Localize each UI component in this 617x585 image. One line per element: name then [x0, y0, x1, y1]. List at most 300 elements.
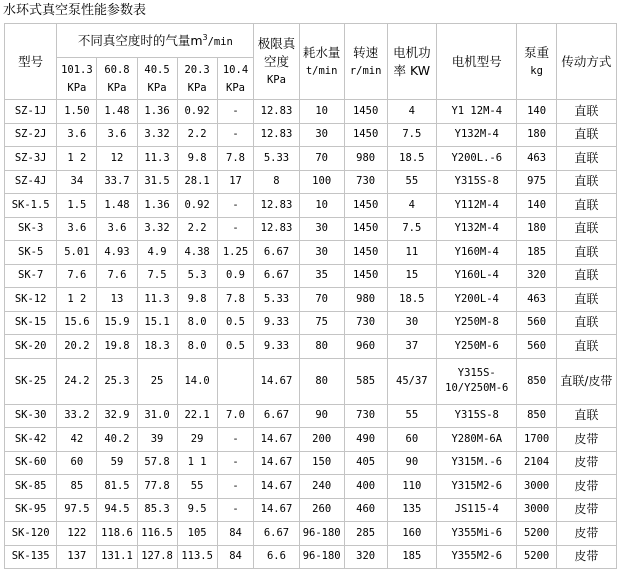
- cell-motor: Y250M-8: [437, 311, 517, 335]
- cell-power: 55: [387, 404, 437, 428]
- cell-flow-40: 11.3: [137, 147, 177, 171]
- cell-motor: Y112M-4: [437, 194, 517, 218]
- cell-model: SZ-1J: [5, 100, 57, 124]
- cell-model: SK-135: [5, 545, 57, 569]
- cell-flow-60: 19.8: [97, 335, 137, 359]
- table-row: [5, 498, 617, 522]
- cell-water: 10: [299, 100, 344, 124]
- cell-speed: 285: [344, 522, 387, 546]
- cell-limit-vacuum: 6.67: [254, 264, 299, 288]
- cell-flow-60: 94.5: [97, 498, 137, 522]
- cell-flow-20: 22.1: [177, 404, 217, 428]
- cell-flow-40: 18.3: [137, 335, 177, 359]
- cell-speed: 730: [344, 170, 387, 194]
- cell-flow-101: 34: [57, 170, 97, 194]
- header-power-line1: 电机功: [393, 44, 431, 60]
- cell-flow-10: -: [217, 100, 254, 124]
- cell-weight: 463: [517, 147, 556, 171]
- cell-flow-60: 1.48: [97, 100, 137, 124]
- table-row: [5, 217, 617, 241]
- cell-weight: 463: [517, 288, 556, 312]
- cell-flow-20: 5.3: [177, 264, 217, 288]
- pressure-value: 10.4: [222, 63, 249, 76]
- cell-weight: 975: [517, 170, 556, 194]
- cell-flow-10: 84: [217, 545, 254, 569]
- cell-limit-vacuum: 14.67: [254, 358, 299, 404]
- cell-motor: Y132M-4: [437, 217, 517, 241]
- cell-motor: Y355Mi-6: [437, 522, 517, 546]
- table-row: [5, 522, 617, 546]
- cell-flow-20: 2.2: [177, 123, 217, 147]
- cell-speed: 460: [344, 498, 387, 522]
- cell-weight: 1700: [517, 428, 556, 452]
- cell-drive: 直联: [556, 123, 616, 147]
- cell-flow-101: 60: [57, 451, 97, 475]
- cell-flow-40: 15.1: [137, 311, 177, 335]
- cell-drive: 皮带: [556, 475, 616, 499]
- cell-drive: 直联: [556, 288, 616, 312]
- cell-water: 100: [299, 170, 344, 194]
- cell-water: 30: [299, 241, 344, 265]
- table-row: [5, 428, 617, 452]
- cell-flow-20: 9.5: [177, 498, 217, 522]
- cell-power: 4: [387, 100, 437, 124]
- cell-model: SK-60: [5, 451, 57, 475]
- cell-flow-60: 81.5: [97, 475, 137, 499]
- table-row: [5, 358, 617, 404]
- pressure-unit: KPa: [147, 81, 167, 94]
- cell-flow-20: 1 1: [177, 451, 217, 475]
- cell-flow-101: 122: [57, 522, 97, 546]
- cell-drive: 直联: [556, 147, 616, 171]
- cell-power: 45/37: [387, 358, 437, 404]
- cell-drive: 直联: [556, 264, 616, 288]
- cell-motor: Y315S- 10/Y250M-6: [437, 358, 517, 404]
- cell-weight: 850: [517, 404, 556, 428]
- cell-model: SK-120: [5, 522, 57, 546]
- cell-drive: 直联: [556, 241, 616, 265]
- cell-flow-101: 24.2: [57, 358, 97, 404]
- cell-motor: Y315M.-6: [437, 451, 517, 475]
- cell-speed: 960: [344, 335, 387, 359]
- cell-model: SK-1.5: [5, 194, 57, 218]
- cell-motor: Y355M2-6: [437, 545, 517, 569]
- cell-model: SK-25: [5, 358, 57, 404]
- cell-drive: 皮带: [556, 451, 616, 475]
- cell-model: SK-30: [5, 404, 57, 428]
- table-row: [5, 147, 617, 171]
- cell-motor: Y160L-4: [437, 264, 517, 288]
- cell-drive: 直联: [556, 311, 616, 335]
- pressure-value: 20.3: [184, 63, 210, 76]
- cell-flow-101: 20.2: [57, 335, 97, 359]
- cell-speed: 585: [344, 358, 387, 404]
- cell-drive: 皮带: [556, 428, 616, 452]
- cell-flow-101: 1 2: [57, 288, 97, 312]
- cell-flow-101: 5.01: [57, 241, 97, 265]
- cell-motor: Y200L.-6: [437, 147, 517, 171]
- cell-flow-101: 1.5: [57, 194, 97, 218]
- cell-flow-10: 0.9: [217, 264, 254, 288]
- cell-motor: Y132M-4: [437, 123, 517, 147]
- cell-limit-vacuum: 6.67: [254, 241, 299, 265]
- cell-limit-vacuum: 12.83: [254, 123, 299, 147]
- cell-weight: 185: [517, 241, 556, 265]
- header-pressure-3: [137, 58, 177, 100]
- cell-flow-40: 31.5: [137, 170, 177, 194]
- cell-weight: 3000: [517, 475, 556, 499]
- cell-water: 30: [299, 123, 344, 147]
- cell-flow-60: 4.93: [97, 241, 137, 265]
- cell-flow-101: 3.6: [57, 217, 97, 241]
- cell-model: SK-15: [5, 311, 57, 335]
- header-drive: 传动方式: [556, 24, 616, 100]
- cell-water: 75: [299, 311, 344, 335]
- table-row: [5, 335, 617, 359]
- cell-flow-60: 3.6: [97, 123, 137, 147]
- table-row: [5, 100, 617, 124]
- cell-water: 80: [299, 358, 344, 404]
- header-weight-line1: 泵重: [524, 44, 550, 60]
- cell-water: 96-180: [299, 522, 344, 546]
- cell-speed: 1450: [344, 123, 387, 147]
- header-limit-unit: KPa: [266, 73, 286, 86]
- cell-weight: 850: [517, 358, 556, 404]
- cell-flow-10: -: [217, 451, 254, 475]
- cell-power: 30: [387, 311, 437, 335]
- cell-flow-20: 8.0: [177, 311, 217, 335]
- cell-weight: 5200: [517, 522, 556, 546]
- cell-flow-60: 32.9: [97, 404, 137, 428]
- cell-flow-101: 97.5: [57, 498, 97, 522]
- pressure-unit: KPa: [107, 81, 127, 94]
- cell-speed: 730: [344, 311, 387, 335]
- cell-flow-101: 7.6: [57, 264, 97, 288]
- cell-flow-10: 1.25: [217, 241, 254, 265]
- header-flow-suffix: /min: [207, 36, 233, 49]
- cell-flow-10: 17: [217, 170, 254, 194]
- cell-drive: 直联/皮带: [556, 358, 616, 404]
- cell-flow-60: 25.3: [97, 358, 137, 404]
- cell-flow-60: 40.2: [97, 428, 137, 452]
- cell-water: 240: [299, 475, 344, 499]
- cell-flow-40: 4.9: [137, 241, 177, 265]
- cell-flow-101: 1.50: [57, 100, 97, 124]
- cell-flow-20: 55: [177, 475, 217, 499]
- cell-weight: 140: [517, 194, 556, 218]
- cell-flow-10: [217, 358, 254, 404]
- cell-speed: 980: [344, 288, 387, 312]
- header-pressure-2: [97, 58, 137, 100]
- cell-model: SK-7: [5, 264, 57, 288]
- cell-limit-vacuum: 14.67: [254, 428, 299, 452]
- cell-limit-vacuum: 9.33: [254, 311, 299, 335]
- cell-limit-vacuum: 12.83: [254, 217, 299, 241]
- cell-power: 18.5: [387, 147, 437, 171]
- cell-model: SK-3: [5, 217, 57, 241]
- pressure-value: 60.8: [104, 63, 130, 76]
- cell-flow-20: 14.0: [177, 358, 217, 404]
- pressure-unit: KPa: [226, 81, 245, 94]
- cell-drive: 直联: [556, 217, 616, 241]
- cell-model: SK-5: [5, 241, 57, 265]
- header-row-1: [5, 24, 617, 58]
- cell-power: 110: [387, 475, 437, 499]
- cell-speed: 405: [344, 451, 387, 475]
- cell-speed: 1450: [344, 264, 387, 288]
- cell-limit-vacuum: 14.67: [254, 475, 299, 499]
- cell-speed: 490: [344, 428, 387, 452]
- cell-drive: 皮带: [556, 545, 616, 569]
- cell-water: 200: [299, 428, 344, 452]
- cell-speed: 1450: [344, 241, 387, 265]
- cell-flow-40: 11.3: [137, 288, 177, 312]
- cell-flow-40: 127.8: [137, 545, 177, 569]
- cell-limit-vacuum: 6.67: [254, 404, 299, 428]
- cell-flow-10: -: [217, 217, 254, 241]
- cell-drive: 皮带: [556, 522, 616, 546]
- cell-limit-vacuum: 9.33: [254, 335, 299, 359]
- header-speed-line1: 转速: [353, 44, 379, 60]
- cell-power: 15: [387, 264, 437, 288]
- cell-flow-10: 7.8: [217, 288, 254, 312]
- cell-flow-10: -: [217, 475, 254, 499]
- cell-water: 70: [299, 288, 344, 312]
- page-title: 水环式真空泵性能参数表: [3, 3, 147, 18]
- cell-flow-60: 131.1: [97, 545, 137, 569]
- header-limit-vacuum: [254, 24, 299, 100]
- cell-flow-20: 0.92: [177, 194, 217, 218]
- pressure-unit: KPa: [67, 81, 87, 94]
- pressure-value: 40.5: [144, 63, 170, 76]
- cell-flow-40: 77.8: [137, 475, 177, 499]
- cell-limit-vacuum: 14.67: [254, 498, 299, 522]
- header-water-line1: 耗水量: [302, 44, 341, 60]
- cell-motor: Y315M2-6: [437, 475, 517, 499]
- cell-power: 185: [387, 545, 437, 569]
- cell-speed: 1450: [344, 194, 387, 218]
- cell-limit-vacuum: 12.83: [254, 194, 299, 218]
- cell-flow-40: 3.32: [137, 217, 177, 241]
- cell-flow-101: 1 2: [57, 147, 97, 171]
- cell-power: 135: [387, 498, 437, 522]
- cell-speed: 320: [344, 545, 387, 569]
- cell-flow-40: 25: [137, 358, 177, 404]
- cell-water: 70: [299, 147, 344, 171]
- cell-power: 18.5: [387, 288, 437, 312]
- cell-weight: 560: [517, 335, 556, 359]
- table-row: [5, 170, 617, 194]
- cell-limit-vacuum: 8: [254, 170, 299, 194]
- cell-speed: 1450: [344, 217, 387, 241]
- cell-model: SK-85: [5, 475, 57, 499]
- cell-flow-60: 7.6: [97, 264, 137, 288]
- cell-flow-60: 13: [97, 288, 137, 312]
- cell-weight: 320: [517, 264, 556, 288]
- pump-spec-table: [4, 23, 617, 569]
- cell-flow-10: -: [217, 123, 254, 147]
- cell-flow-10: 7.0: [217, 404, 254, 428]
- header-limit-line1: 极限真: [257, 35, 296, 51]
- cell-motor: Y315S-8: [437, 170, 517, 194]
- cell-model: SK-20: [5, 335, 57, 359]
- cell-power: 60: [387, 428, 437, 452]
- cell-motor: Y1 12M-4: [437, 100, 517, 124]
- cell-water: 35: [299, 264, 344, 288]
- cell-model: SZ-4J: [5, 170, 57, 194]
- cell-drive: 直联: [556, 170, 616, 194]
- cell-power: 4: [387, 194, 437, 218]
- cell-motor: Y160M-4: [437, 241, 517, 265]
- cell-water: 96-180: [299, 545, 344, 569]
- pressure-unit: KPa: [187, 81, 207, 94]
- cell-flow-20: 113.5: [177, 545, 217, 569]
- header-limit-line2: 空度: [263, 53, 289, 69]
- cell-flow-20: 4.38: [177, 241, 217, 265]
- cell-flow-10: 0.5: [217, 311, 254, 335]
- table-row: [5, 545, 617, 569]
- cell-limit-vacuum: 5.33: [254, 288, 299, 312]
- cell-water: 260: [299, 498, 344, 522]
- cell-flow-40: 7.5: [137, 264, 177, 288]
- cell-flow-40: 1.36: [137, 100, 177, 124]
- cell-water: 80: [299, 335, 344, 359]
- cell-flow-10: -: [217, 498, 254, 522]
- cell-power: 90: [387, 451, 437, 475]
- cell-model: SZ-3J: [5, 147, 57, 171]
- cell-power: 7.5: [387, 123, 437, 147]
- header-water-unit: t/min: [305, 64, 338, 77]
- table-row: [5, 288, 617, 312]
- table-row: [5, 451, 617, 475]
- cell-drive: 直联: [556, 404, 616, 428]
- cell-speed: 400: [344, 475, 387, 499]
- cell-motor: Y250M-6: [437, 335, 517, 359]
- cell-weight: 560: [517, 311, 556, 335]
- header-model: 型号: [5, 24, 57, 100]
- cell-water: 10: [299, 194, 344, 218]
- cell-flow-10: -: [217, 194, 254, 218]
- cell-limit-vacuum: 12.83: [254, 100, 299, 124]
- header-speed: [344, 24, 387, 100]
- cell-model: SZ-2J: [5, 123, 57, 147]
- cell-model: SK-42: [5, 428, 57, 452]
- table-row: [5, 123, 617, 147]
- table-row: [5, 241, 617, 265]
- cell-power: 11: [387, 241, 437, 265]
- cell-water: 90: [299, 404, 344, 428]
- table-row: [5, 311, 617, 335]
- cell-flow-101: 85: [57, 475, 97, 499]
- cell-flow-101: 137: [57, 545, 97, 569]
- table-row: [5, 264, 617, 288]
- cell-flow-60: 3.6: [97, 217, 137, 241]
- cell-limit-vacuum: 6.67: [254, 522, 299, 546]
- cell-flow-10: 7.8: [217, 147, 254, 171]
- cell-motor: Y280M-6A: [437, 428, 517, 452]
- header-power-line2: 率 KW: [393, 62, 431, 78]
- cell-flow-20: 28.1: [177, 170, 217, 194]
- cell-model: SK-12: [5, 288, 57, 312]
- header-water: [299, 24, 344, 100]
- cell-weight: 3000: [517, 498, 556, 522]
- cell-flow-40: 39: [137, 428, 177, 452]
- cell-weight: 140: [517, 100, 556, 124]
- cell-speed: 730: [344, 404, 387, 428]
- cell-flow-10: 84: [217, 522, 254, 546]
- cell-power: 37: [387, 335, 437, 359]
- table-row: [5, 475, 617, 499]
- header-weight-unit: kg: [530, 64, 543, 77]
- cell-flow-40: 1.36: [137, 194, 177, 218]
- cell-motor: Y315S-8: [437, 404, 517, 428]
- cell-drive: 直联: [556, 194, 616, 218]
- header-power: [387, 24, 437, 100]
- cell-flow-60: 59: [97, 451, 137, 475]
- cell-flow-60: 118.6: [97, 522, 137, 546]
- header-pressure-4: [177, 58, 217, 100]
- cell-weight: 180: [517, 217, 556, 241]
- table-row: [5, 404, 617, 428]
- cell-flow-101: 3.6: [57, 123, 97, 147]
- cell-flow-20: 0.92: [177, 100, 217, 124]
- cell-flow-10: 0.5: [217, 335, 254, 359]
- cell-weight: 180: [517, 123, 556, 147]
- cell-flow-101: 42: [57, 428, 97, 452]
- header-flow-group: [57, 24, 254, 58]
- cell-drive: 皮带: [556, 498, 616, 522]
- cell-flow-40: 3.32: [137, 123, 177, 147]
- cell-flow-101: 15.6: [57, 311, 97, 335]
- header-pressure-5: [217, 58, 254, 100]
- cell-limit-vacuum: 5.33: [254, 147, 299, 171]
- cell-drive: 直联: [556, 100, 616, 124]
- cell-flow-40: 116.5: [137, 522, 177, 546]
- cell-water: 30: [299, 217, 344, 241]
- cell-model: SK-95: [5, 498, 57, 522]
- cell-motor: JS115-4: [437, 498, 517, 522]
- header-flow-prefix: 不同真空度时的气量m: [77, 33, 203, 49]
- cell-flow-60: 12: [97, 147, 137, 171]
- cell-flow-101: 33.2: [57, 404, 97, 428]
- cell-limit-vacuum: 6.6: [254, 545, 299, 569]
- cell-speed: 1450: [344, 100, 387, 124]
- cell-flow-60: 15.9: [97, 311, 137, 335]
- table-row: [5, 194, 617, 218]
- cell-flow-40: 31.0: [137, 404, 177, 428]
- header-pressure-1: [57, 58, 97, 100]
- cell-flow-10: -: [217, 428, 254, 452]
- header-weight: [517, 24, 556, 100]
- cell-power: 55: [387, 170, 437, 194]
- cell-flow-20: 2.2: [177, 217, 217, 241]
- cell-limit-vacuum: 14.67: [254, 451, 299, 475]
- cell-water: 150: [299, 451, 344, 475]
- header-flow-sup: 3: [202, 33, 208, 43]
- cell-power: 7.5: [387, 217, 437, 241]
- cell-flow-20: 9.8: [177, 288, 217, 312]
- cell-flow-60: 33.7: [97, 170, 137, 194]
- cell-drive: 直联: [556, 335, 616, 359]
- header-motor: 电机型号: [437, 24, 517, 100]
- cell-flow-20: 8.0: [177, 335, 217, 359]
- cell-flow-20: 29: [177, 428, 217, 452]
- cell-flow-60: 1.48: [97, 194, 137, 218]
- cell-weight: 5200: [517, 545, 556, 569]
- cell-speed: 980: [344, 147, 387, 171]
- cell-weight: 2104: [517, 451, 556, 475]
- cell-flow-40: 85.3: [137, 498, 177, 522]
